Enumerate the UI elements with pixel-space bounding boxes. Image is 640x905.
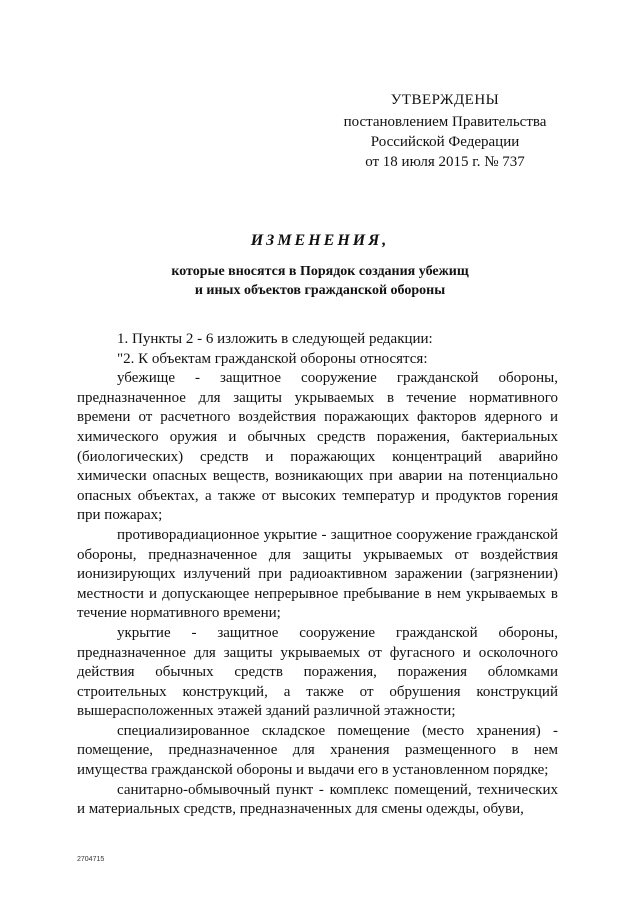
approval-block (330, 90, 560, 172)
paragraph: 1. Пункты 2 - 6 изложить в следующей редакции: (117, 331, 433, 347)
approval-date-line: от 18 июля 2015 г. № 737 (365, 154, 525, 170)
subtitle-line: которые вносятся в Порядок создания убежищ (171, 264, 469, 279)
document-subtitle (0, 262, 640, 300)
paragraph: укрытие - защитное сооружение гражданской обороны, предназначенное для защиты укрываемых от фугасного и осколочного действия обычных средств поражения, поражения обломками строительных конструкций, а также от обрушения конструкций вышерасположенных этажей зданий различной этажности; (77, 624, 558, 720)
subtitle-line: и иных объектов гражданской обороны (194, 283, 446, 298)
approval-line: Российской Федерации (370, 134, 520, 150)
approval-heading: УТВЕРЖДЕНЫ (390, 92, 500, 108)
paragraph: специализированное складское помещение (место хранения) - помещение, предназначенное для хранения размещенного в нем имущества гражданской обороны и выдачи его в установленном порядке; (77, 722, 558, 779)
paragraph: убежище - защитное сооружение гражданской обороны, предназначенное для защиты укрываемых в течение нормативного времени от расчетного воздействия поражающих факторов ядерного и химического оружия и обычных средств поражения, бактериальных (биологических) средств и поражающих концентраций аварийно химически опасных веществ, возникающих при аварии на потенциально опасных объектах, а также от высоких температур и продуктов горения при пожарах; (77, 370, 558, 524)
document-body (77, 330, 558, 820)
paragraph: противорадиационное укрытие - защитное сооружение гражданской обороны, предназначенное для защиты укрываемых от воздействия ионизирующих излучений при радиоактивном заражении (загрязнении) местности и допускающее непрерывное пребывание в нем укрываемых в течение нормативного времени; (77, 526, 558, 622)
document-title: ИЗМЕНЕНИЯ, (250, 232, 390, 249)
approval-line: постановлением Правительства (343, 114, 547, 130)
paragraph: санитарно-обмывочный пункт - комплекс помещений, технических и материальных средств, предназначенных для смены одежды, обуви, (77, 781, 558, 818)
paragraph: "2. К объектам гражданской обороны относятся: (117, 350, 428, 367)
document-code: 2704715 (77, 856, 105, 863)
